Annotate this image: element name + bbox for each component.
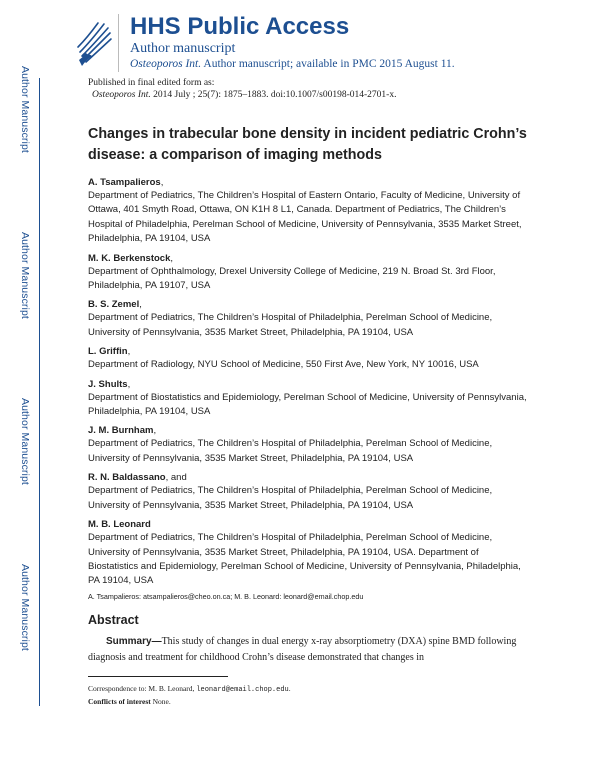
hhs-eagle-logo-icon xyxy=(74,16,114,68)
author-name: M. B. Leonard xyxy=(88,519,151,531)
abstract-heading: Abstract xyxy=(88,613,139,627)
side-label-author-manuscript: Author Manuscript xyxy=(19,398,31,485)
margin-divider xyxy=(39,78,40,706)
author-name: L. Griffin xyxy=(88,346,128,358)
header-divider xyxy=(118,14,119,72)
author-entry xyxy=(88,471,528,513)
hhs-public-access-title: HHS Public Access xyxy=(130,13,350,40)
author-affiliation: Department of Pediatrics, The Children’s Hospital of Eastern Ontario, Faculty of Medicine, University of Ottawa, 401 Smyth Road, Ottawa, ON K1H 8 L1, Canada. Department of Pediatrics, The Children’s Hospital of Philadelphia, Perelman School of Medicine, University of Pennsylvania, 3535 Market Street, Philadelphia, PA 19104, USA xyxy=(88,190,522,245)
footnotes xyxy=(88,683,528,708)
author-entry xyxy=(88,378,528,420)
author-separator: , xyxy=(127,378,131,390)
abstract-summary xyxy=(88,634,528,666)
author-separator: , xyxy=(139,299,142,311)
journal-name: Osteoporos Int. xyxy=(130,58,202,70)
author-name: R. N. Baldassano xyxy=(88,472,166,484)
author-name: M. K. Berkenstock xyxy=(88,252,171,264)
author-emails: A. Tsampalieros: atsampalieros@cheo.on.ca; M. B. Leonard: leonard@email.chop.edu xyxy=(88,592,364,601)
author-name: J. M. Burnham xyxy=(88,425,154,437)
author-affiliation: Department of Pediatrics, The Children’s Hospital of Philadelphia, Perelman School of Medicine, University of Pennsylvania, 3535 Market Street, Philadelphia, PA 19104, USA xyxy=(88,312,493,338)
correspondence-email-link[interactable]: leonard@email.chop.edu xyxy=(196,686,289,694)
author-affiliation: Department of Radiology, NYU School of Medicine, 550 First Ave, New York, NY 10016, USA xyxy=(88,359,479,371)
citation xyxy=(88,89,396,101)
citation-journal: Osteoporos Int. xyxy=(92,90,151,100)
summary-text: This study of changes in dual energy x-ray absorptiometry (DXA) spine BMD following diagnosis and treatment for childhood Crohn’s disease demonstrated that changes in xyxy=(88,636,517,663)
author-separator: , xyxy=(160,177,164,188)
author-entry xyxy=(88,345,528,372)
author-name: B. S. Zemel xyxy=(88,299,140,311)
author-affiliation: Department of Pediatrics, The Children’s Hospital of Philadelphia, Perelman School of Medicine, University of Pennsylvania, 3535 Market Street, Philadelphia, PA 19104, USA xyxy=(88,438,493,464)
author-name: A. Tsampalieros xyxy=(88,177,161,188)
side-label-author-manuscript: Author Manuscript xyxy=(19,564,31,651)
correspondence-end: . xyxy=(288,684,291,693)
author-entry xyxy=(88,176,528,247)
author-entry xyxy=(88,298,528,340)
citation-details: 2014 July ; 25(7): 1875–1883. doi:10.1007/s00198-014-2701-x. xyxy=(153,90,397,100)
author-separator: , xyxy=(127,346,131,358)
author-affiliation: Department of Ophthalmology, Drexel University College of Medicine, 219 N. Broad St. 3rd Floor, Philadelphia, PA 19107, USA xyxy=(88,265,496,292)
author-affiliation: Department of Pediatrics, The Children’s Hospital of Philadelphia, Perelman School of Medicine, University of Pennsylvania, 3535 Market Street, Philadelphia, PA 19104, USA. Department of Biostatistics and Epidemiology, Perelman School of Medicine, University of Pennsylvania, Philadelphia, PA 19104, USA xyxy=(88,532,521,587)
author-manuscript-subtitle: Author manuscript xyxy=(130,41,236,56)
conflicts-value: None. xyxy=(152,697,171,706)
author-separator: , xyxy=(153,425,157,437)
side-label-author-manuscript: Author Manuscript xyxy=(19,66,31,153)
footnote-divider xyxy=(88,676,228,677)
author-separator: , and xyxy=(165,472,187,484)
published-note xyxy=(88,77,396,101)
hhs-header xyxy=(74,14,564,76)
correspondence-note xyxy=(88,683,528,696)
correspondence-label: Correspondence to: M. B. Leonard, xyxy=(88,684,195,693)
conflicts-note xyxy=(88,696,528,708)
author-entry xyxy=(88,518,528,589)
author-name: J. Shults xyxy=(88,378,128,390)
author-separator: , xyxy=(170,252,174,264)
availability-line xyxy=(130,58,455,70)
author-affiliation: Department of Pediatrics, The Children’s Hospital of Philadelphia, Perelman School of Medicine, University of Pennsylvania, 3535 Market Street, Philadelphia, PA 19104, USA xyxy=(88,485,493,511)
paper-title: Changes in trabecular bone density in incident pediatric Crohn’s disease: a comparison of imaging methods xyxy=(88,126,527,163)
side-label-author-manuscript: Author Manuscript xyxy=(19,232,31,319)
author-affiliation: Department of Biostatistics and Epidemiology, Perelman School of Medicine, University of Pennsylvania, Philadelphia, PA 19104, USA xyxy=(88,391,527,418)
availability-text: Author manuscript; available in PMC 2015 August 11. xyxy=(203,58,455,70)
author-list xyxy=(88,176,528,594)
author-entry xyxy=(88,252,528,294)
author-entry xyxy=(88,424,528,466)
published-label: Published in final edited form as: xyxy=(88,78,215,88)
conflicts-label: Conflicts of interest xyxy=(88,697,151,706)
summary-label: Summary— xyxy=(106,636,162,647)
